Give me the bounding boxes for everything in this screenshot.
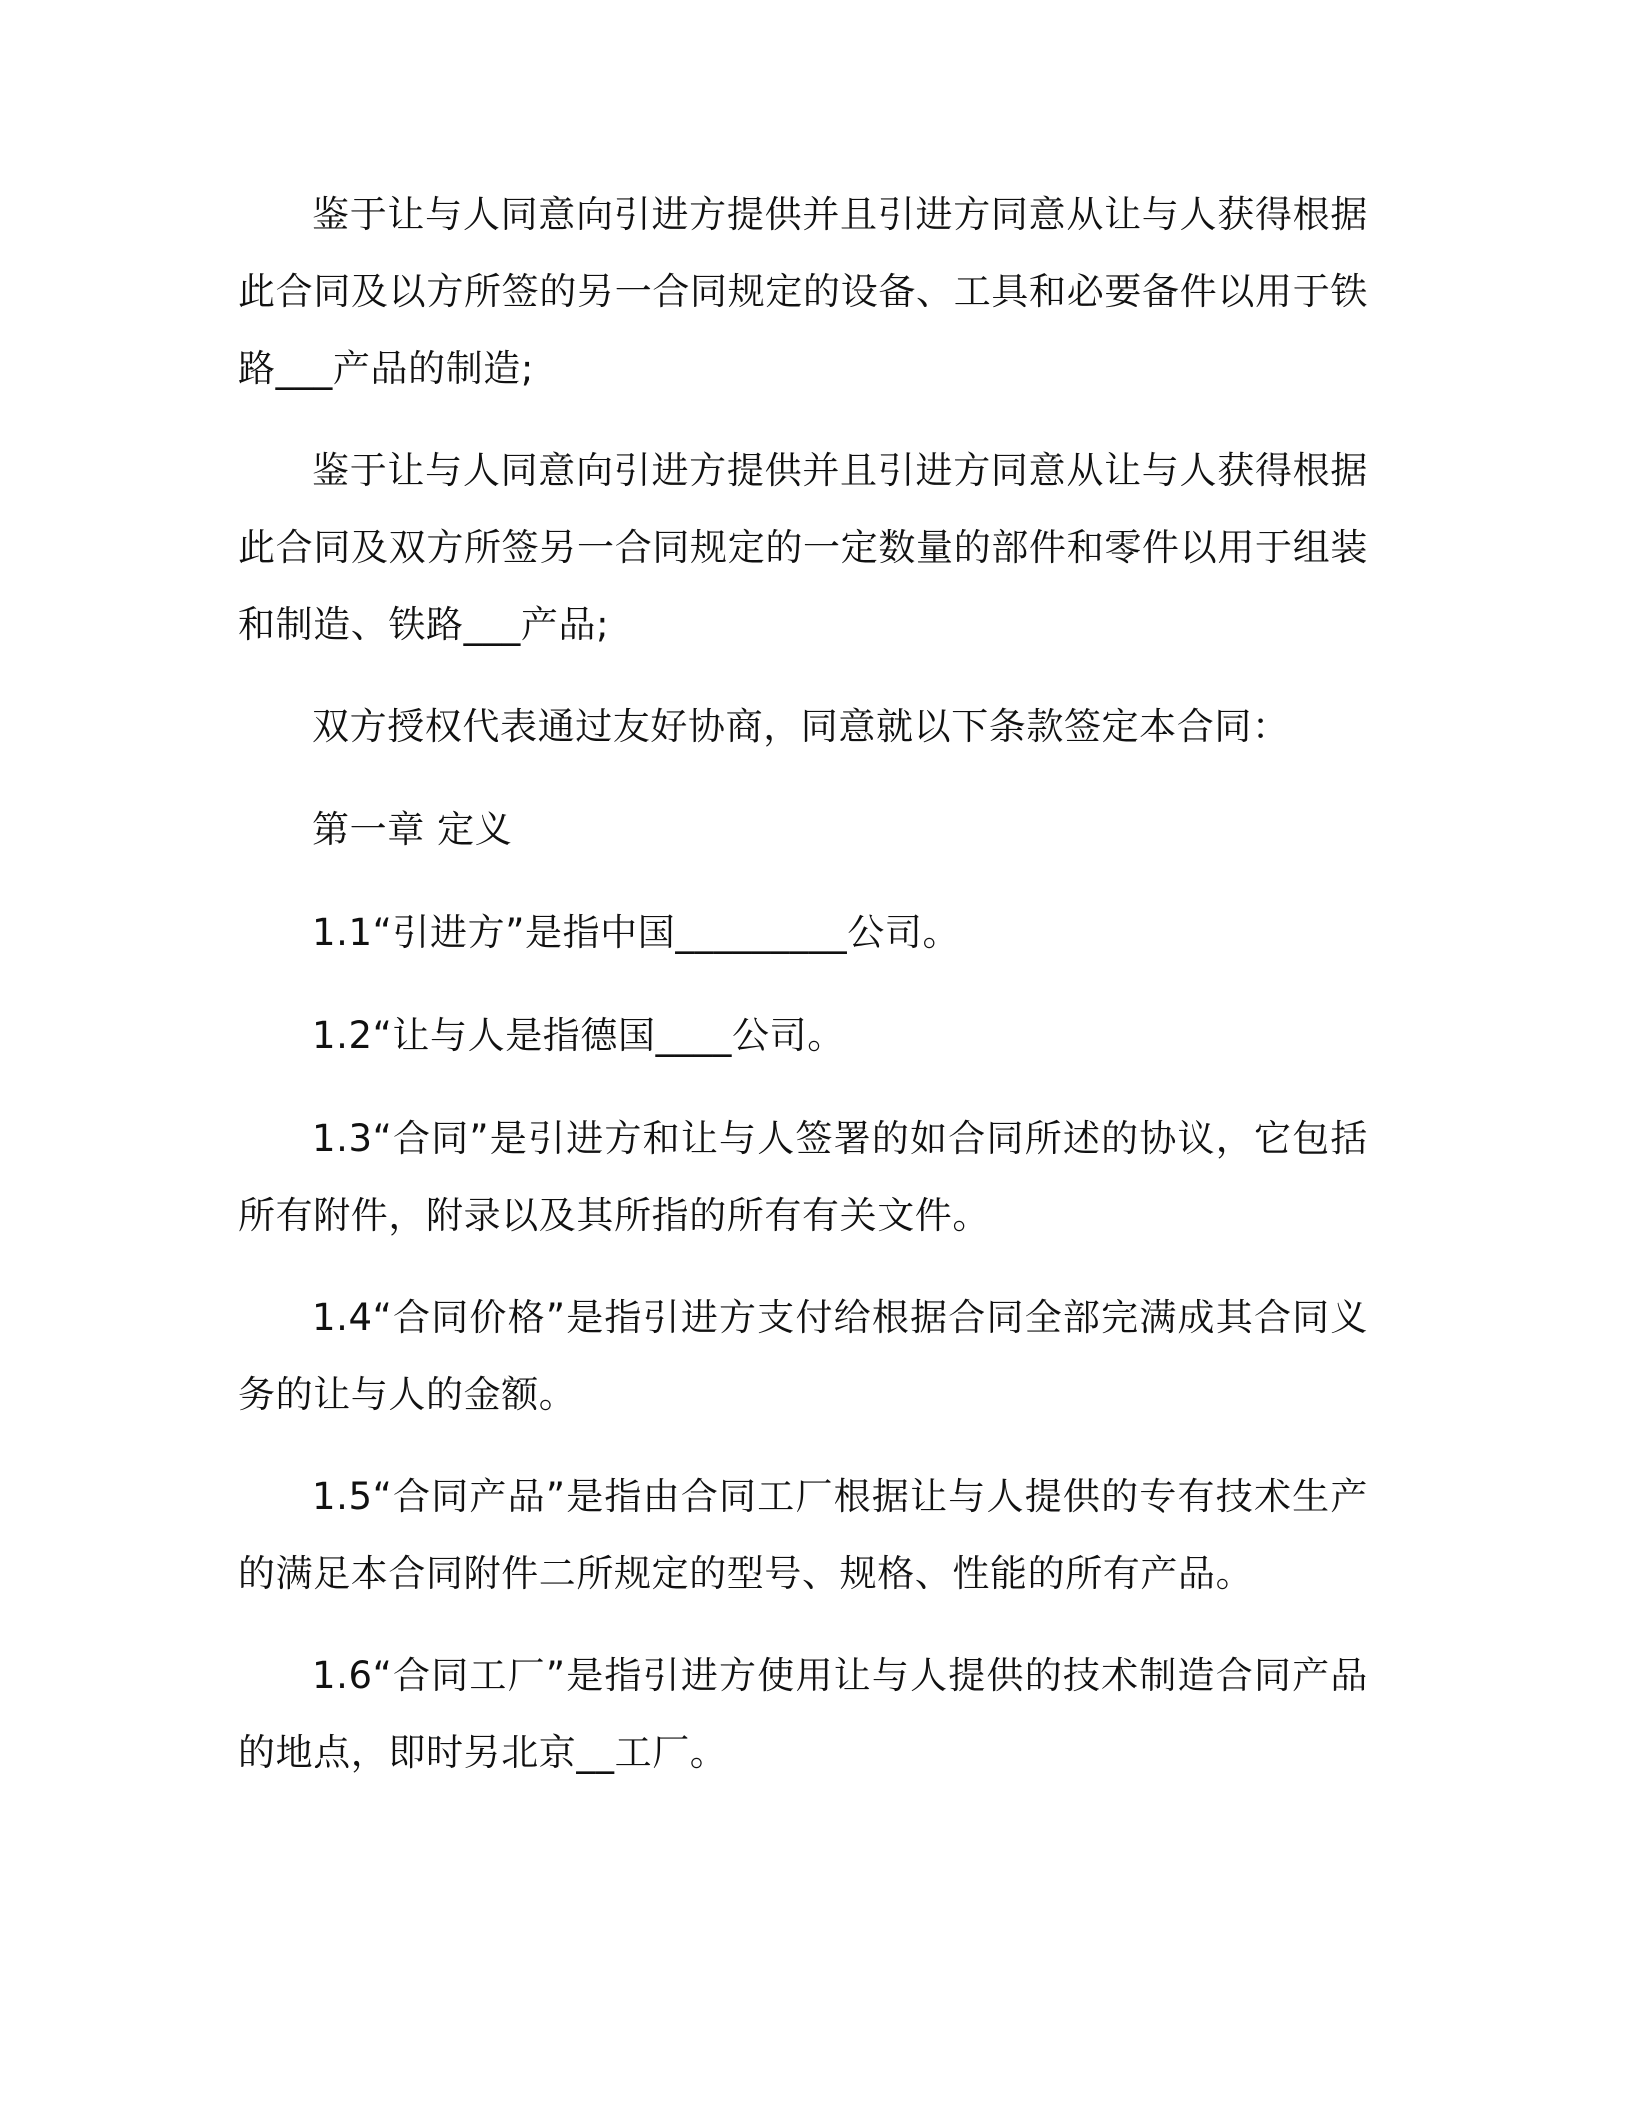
definition-1-4: 1.4“合同价格”是指引进方支付给根据合同全部完满成其合同义务的让与人的金额。 [238,1296,1368,1416]
definition-1-5: 1.5“合同产品”是指由合同工厂根据让与人提供的专有技术生产的满足本合同附件二所规定的型号、规格、性能的所有产品。 [238,1475,1368,1595]
definition-1-1: 1.1“引进方”是指中国_________公司。 [312,911,961,954]
document-body [238,176,1368,1816]
agreement-statement: 双方授权代表通过友好协商，同意就以下条款签定本合同： [312,705,1290,748]
recital-paragraph-parts: 鉴于让与人同意向引进方提供并且引进方同意从让与人获得根据此合同及双方所签另一合同规定的一定数量的部件和零件以用于组装和制造、铁路___产品; [238,449,1368,646]
definition-1-6: 1.6“合同工厂”是指引进方使用让与人提供的技术制造合同产品的地点，即时另北京__工厂。 [238,1654,1368,1774]
definition-1-3: 1.3“合同”是引进方和让与人签署的如合同所述的协议，它包括所有附件，附录以及其所指的所有有关文件。 [238,1117,1368,1237]
chapter-heading: 第一章 定义 [312,808,513,851]
definition-1-2: 1.2“让与人是指德国____公司。 [312,1014,845,1057]
recital-paragraph-equipment: 鉴于让与人同意向引进方提供并且引进方同意从让与人获得根据此合同及以方所签的另一合同规定的设备、工具和必要备件以用于铁路___产品的制造; [238,193,1368,390]
